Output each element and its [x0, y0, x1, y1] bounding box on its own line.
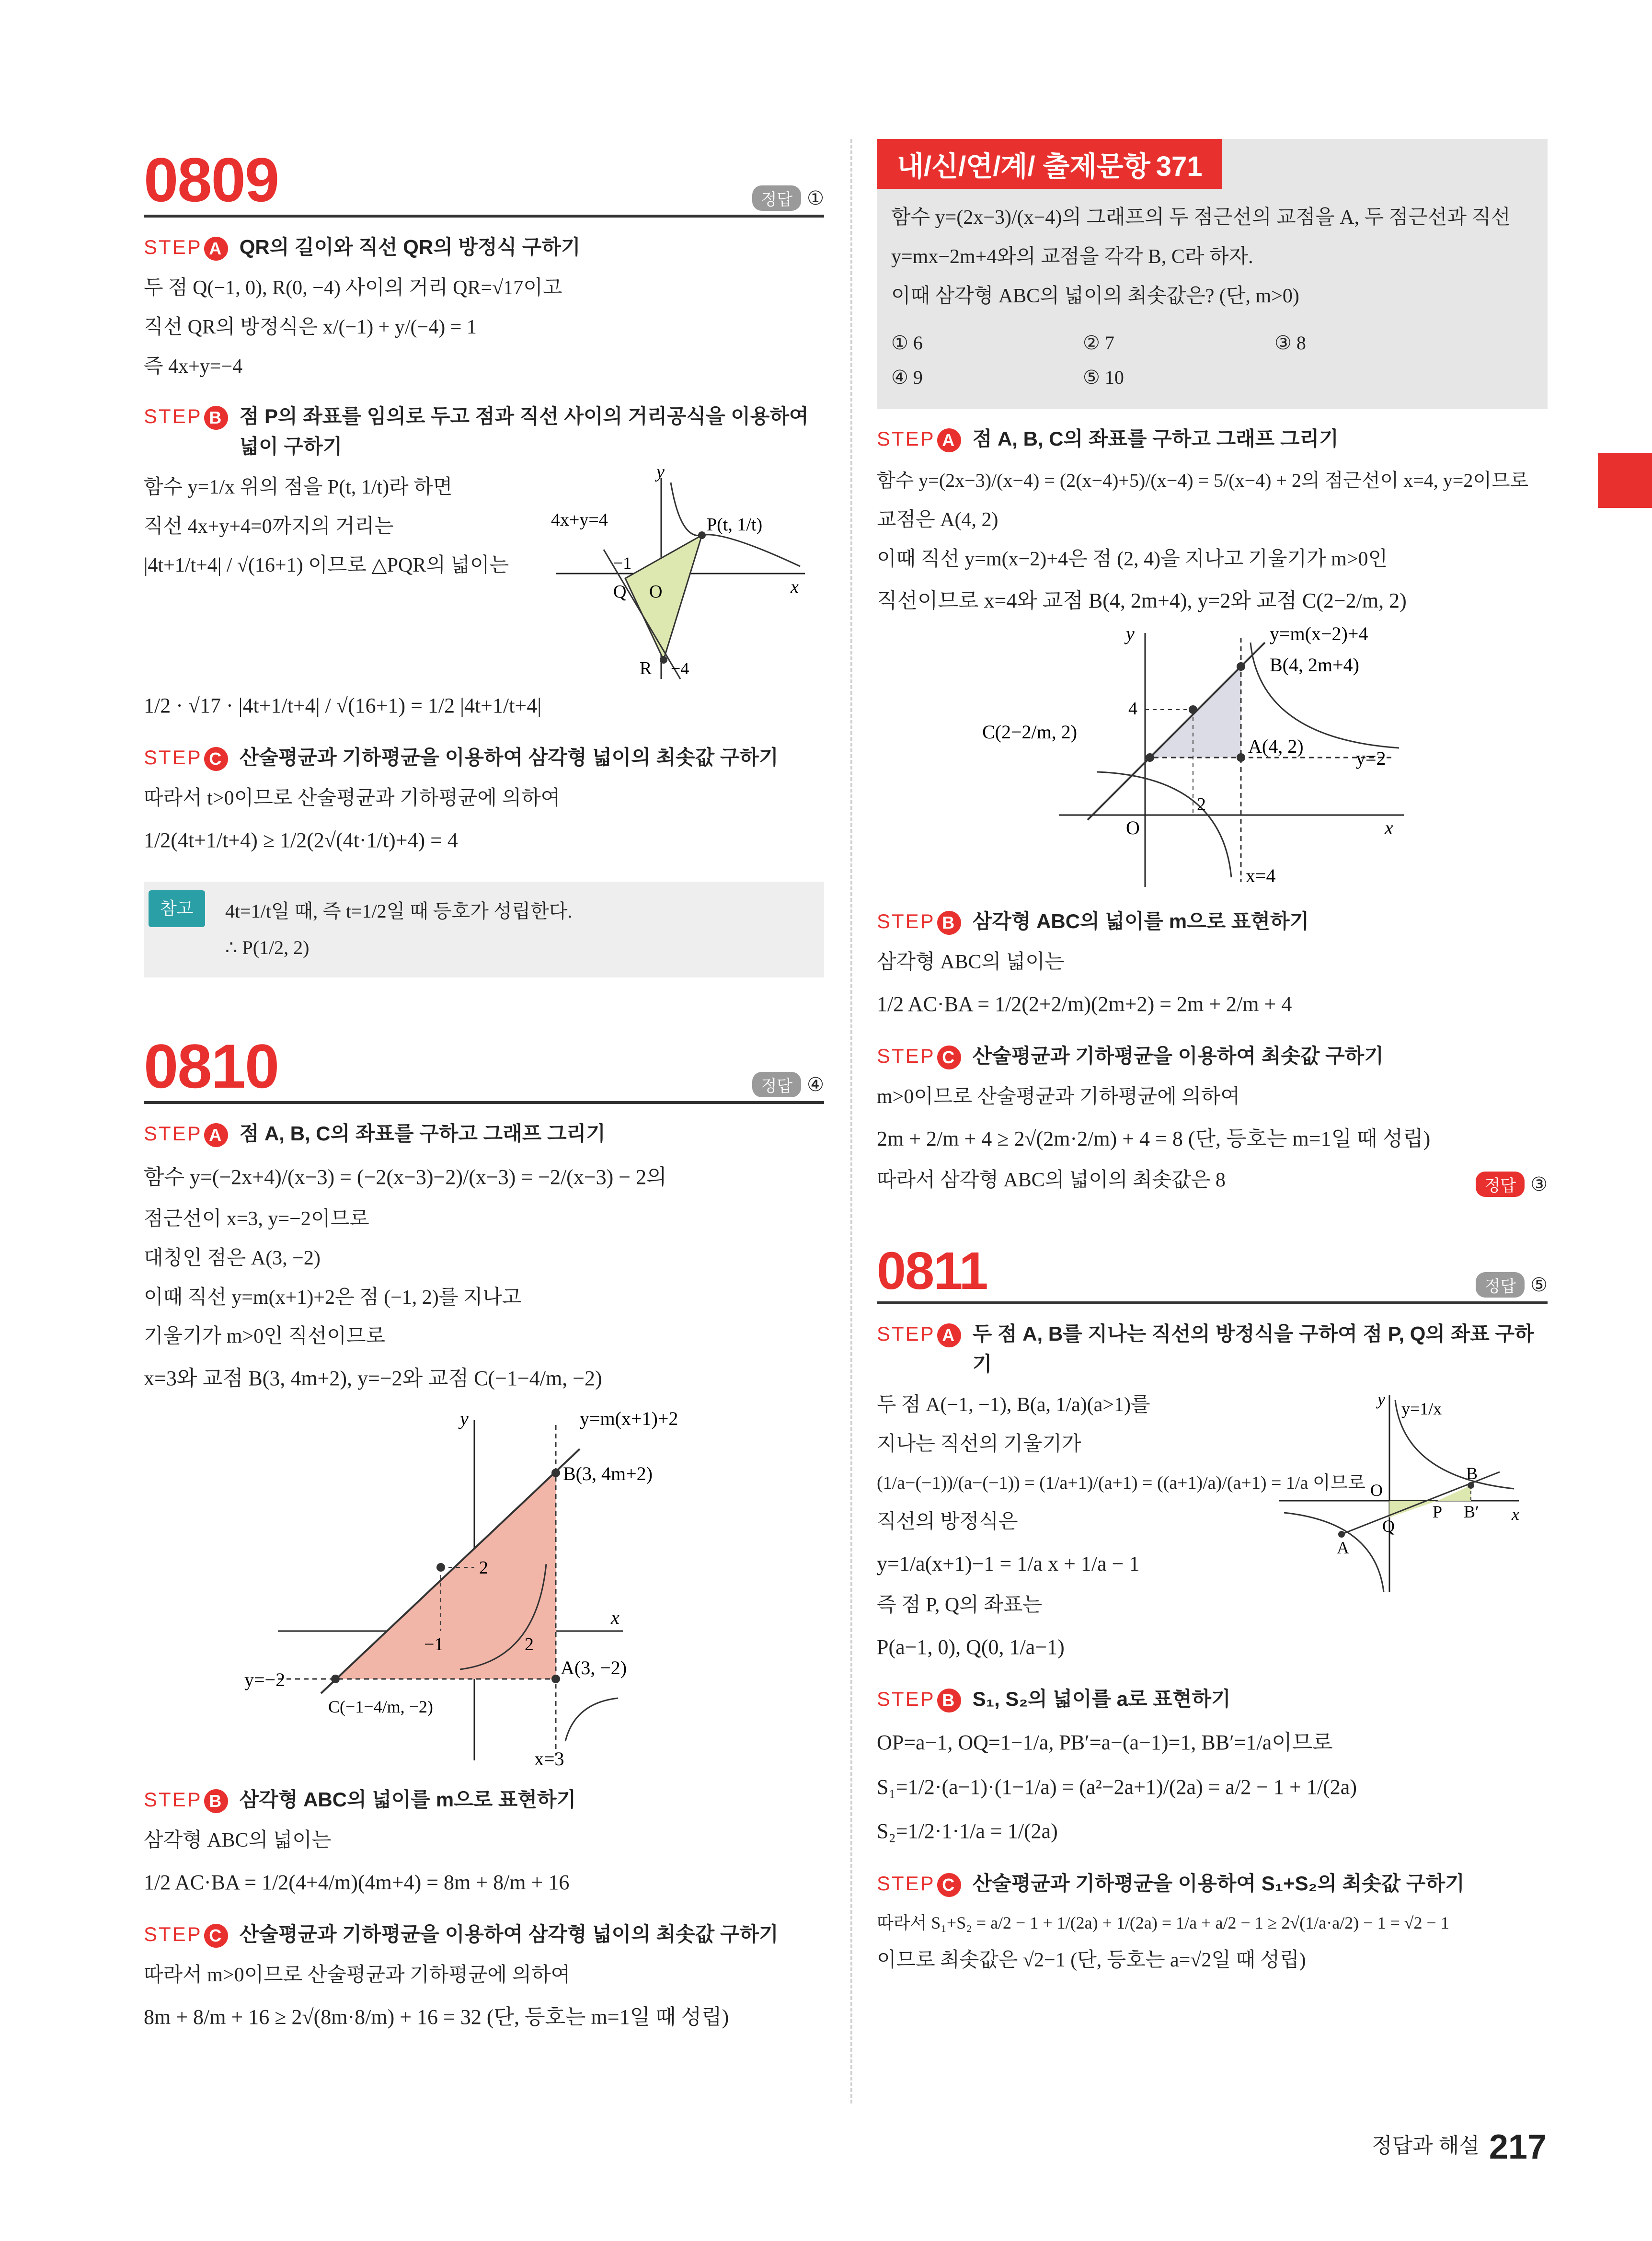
- p-label: P: [1433, 1502, 1443, 1522]
- b-label: B: [1466, 1464, 1478, 1483]
- line-label: 4x+y=4: [551, 509, 608, 530]
- solution-line: 이때 직선 y=m(x−2)+4은 점 (2, 4)을 지나고 기울기가 m>0인: [877, 548, 1388, 570]
- step-title: 삼각형 ABC의 넓이를 m으로 표현하기: [972, 909, 1309, 932]
- step-title: S₁, S₂의 넓이를 a로 표현하기: [972, 1688, 1231, 1711]
- p-label: P(t, 1/t): [707, 514, 763, 535]
- region-s1: [1389, 1501, 1437, 1517]
- q-label: Q: [1382, 1517, 1395, 1536]
- point-b: [1237, 662, 1245, 671]
- step-tag: STEP C: [877, 1868, 961, 1898]
- x4-label: x=4: [1246, 864, 1276, 886]
- page-number: 217: [1489, 2128, 1547, 2166]
- linked-problem-header: 내/신/연/계/ 출제문항 371: [877, 139, 1222, 189]
- solution-line: 즉 4x+y=−4: [144, 355, 243, 378]
- region-s2: [1437, 1485, 1471, 1501]
- y-label: y: [1377, 1390, 1385, 1409]
- line-label: y=m(x−2)+4: [1270, 623, 1368, 644]
- c-label: C(−1−4/m, −2): [328, 1697, 433, 1716]
- solution-line: 이므로 최솟값은 √2−1 (단, 등호는 a=√2일 때 성립): [877, 1949, 1306, 1972]
- answer-badge: 정답: [752, 185, 801, 211]
- answer-badge: 정답: [1476, 1172, 1525, 1197]
- solution-line: x=3와 교점 B(3, 4m+2), y=−2와 교점 C(−1−4/m, −2): [144, 1367, 602, 1391]
- solution-line: 따라서 m>0이므로 산술평균과 기하평균에 의하여: [144, 1964, 571, 1986]
- step-tag: STEP C: [144, 1919, 228, 1949]
- curve-branch-lower: [1097, 772, 1231, 877]
- choices: [891, 326, 1533, 395]
- solution-line: y=1/a(x+1)−1 = 1/a x + 1/a − 1: [877, 1551, 1140, 1575]
- step-b: [877, 906, 1548, 936]
- point-c: [1146, 753, 1154, 762]
- problem-header: [877, 1240, 1548, 1304]
- solution-line: |4t+1/t+4| / √(16+1) 이므로 △PQR의 넓이는: [144, 554, 509, 577]
- solution-line: S₂=1/2·1·1/a = 1/(2a): [877, 1819, 1058, 1843]
- left-column: [144, 139, 824, 2039]
- step-tag: STEP C: [144, 742, 228, 772]
- triangle-pqr: [625, 535, 702, 660]
- minus-four-label: −4: [671, 658, 689, 678]
- solution-line: 직선 4x+y+4=0까지의 거리는: [144, 515, 394, 538]
- step-a: [144, 232, 824, 262]
- choice: ③ 8: [1274, 332, 1306, 354]
- a-label: A(3, −2): [561, 1656, 627, 1678]
- x-label: x: [1385, 816, 1393, 839]
- problem-0811: [877, 1240, 1548, 1980]
- y-label: y: [1126, 623, 1135, 644]
- problem-header: [144, 139, 824, 218]
- minus-one-label: −1: [424, 1634, 444, 1655]
- step-a: [877, 424, 1548, 454]
- x-label: x: [791, 576, 799, 597]
- solution-line: 2m + 2/m + 4 ≥ 2√(2m·2/m) + 4 = 8 (단, 등호는 m=1일 때 성립): [877, 1127, 1431, 1151]
- solution-line: 교점은 A(4, 2): [877, 508, 998, 531]
- answer: [1476, 1272, 1548, 1298]
- point-minus1-2: [436, 1563, 445, 1572]
- step-tag: STEP A: [877, 1319, 961, 1349]
- solution-line: 함수 y=(2x−3)/(x−4) = (2(x−4)+5)/(x−4) = 5/(x−4) + 2의 점근선이 x=4, y=2이므로: [877, 469, 1529, 491]
- line-label: y=m(x+1)+2: [580, 1407, 678, 1429]
- solution-line: 직선의 방정식은: [877, 1510, 1018, 1533]
- point-b: [551, 1469, 560, 1477]
- step-tag: STEP B: [877, 906, 961, 936]
- answer: [752, 185, 824, 211]
- choice: ⑤ 10: [1083, 366, 1124, 388]
- solution-line: P(a−1, 0), Q(0, 1/a−1): [877, 1635, 1065, 1659]
- y-minus2-label: y=−2: [244, 1668, 286, 1690]
- answer-badge: 정답: [752, 1072, 801, 1097]
- graph-0810: [144, 1406, 824, 1770]
- step-c: [144, 742, 824, 772]
- step-title: 산술평균과 기하평균을 이용하여 최솟값 구하기: [972, 1045, 1384, 1068]
- solution-line: 1/2 AC·BA = 1/2(2+2/m)(2m+2) = 2m + 2/m + 4: [877, 992, 1292, 1016]
- answer-value: ④: [807, 1074, 824, 1095]
- solution-line: 두 점 Q(−1, 0), R(0, −4) 사이의 거리 QR=√17이고: [144, 277, 562, 299]
- curve-branch-upper: [565, 1698, 618, 1741]
- point-r: [660, 656, 667, 664]
- step-tag: STEP B: [144, 401, 228, 431]
- reference-box: [144, 882, 824, 977]
- step-tag: STEP A: [877, 424, 961, 454]
- problem-line: 함수 y=(2x−3)/(x−4)의 그래프의 두 점근선의 교점을 A, 두 점근선과 직선: [891, 207, 1511, 229]
- step-b-text: [144, 468, 537, 684]
- solution-line: 이때 직선 y=m(x+1)+2은 점 (−1, 2)를 지나고: [144, 1286, 522, 1309]
- solution-line: 1/2 · √17 · |4t+1/t+4| / √(16+1) = 1/2 |4t+1/t+4|: [144, 693, 542, 717]
- solution-line: 함수 y=(−2x+4)/(x−3) = (−2(x−3)−2)/(x−3) = −2/(x−3) − 2의: [144, 1165, 667, 1189]
- solution-line: 두 점 A(−1, −1), B(a, 1/a)(a>1)를: [877, 1394, 1150, 1416]
- point-a: [551, 1675, 560, 1683]
- point-c: [331, 1675, 340, 1683]
- solution-line: 함수 y=1/x 위의 점을 P(t, 1/t)라 하면: [144, 476, 453, 498]
- solution-line: 기울기가 m>0인 직선이므로: [144, 1325, 386, 1348]
- problem-0810: [144, 1025, 824, 2039]
- solution-line: (1/a−(−1))/(a−(−1)) = (1/a+1)/(a+1) = ((a+1)/a)/(a+1) = 1/a 이므로: [877, 1473, 1365, 1494]
- graph-0811: [1270, 1386, 1528, 1597]
- solution-line: 직선 QR의 방정식은 x/(−1) + y/(−4) = 1: [144, 316, 477, 338]
- q-label: Q: [613, 581, 627, 602]
- step-a: [877, 1319, 1548, 1379]
- step-b: [144, 1784, 824, 1815]
- step-a-body: [877, 1386, 1548, 1669]
- o-label: O: [649, 581, 663, 602]
- linked-problem-number: 371: [1156, 151, 1203, 182]
- problem-line: y=mx−2m+4와의 교점을 각각 B, C라 하자.: [891, 245, 1253, 268]
- solution-371: [877, 424, 1548, 1197]
- answer: [752, 1072, 824, 1097]
- choice: ① 6: [891, 332, 923, 354]
- solution-line: 지나는 직선의 기울기가: [877, 1433, 1081, 1456]
- step-title: 산술평균과 기하평균을 이용하여 S₁+S₂의 최솟값 구하기: [972, 1872, 1465, 1895]
- answer-value: ①: [807, 187, 824, 209]
- step-b: [144, 401, 824, 461]
- solution-line: OP=a−1, OQ=1−1/a, PB′=a−(a−1)=1, BB′=1/a이므로: [877, 1731, 1333, 1755]
- step-tag: STEP B: [144, 1784, 228, 1815]
- x-label: x: [611, 1606, 620, 1628]
- solution-line: 삼각형 ABC의 넓이는: [877, 951, 1065, 973]
- x3-label: x=3: [534, 1747, 564, 1770]
- solution-line: 점근선이 x=3, y=−2이므로: [144, 1207, 369, 1230]
- two-label: 2: [1197, 794, 1206, 815]
- step-tag: STEP C: [877, 1041, 961, 1071]
- y-label: y: [656, 468, 665, 482]
- choice: ② 7: [1083, 332, 1114, 354]
- step-tag: STEP A: [144, 1118, 228, 1149]
- answer-value: ⑤: [1530, 1274, 1548, 1296]
- page-footer: [1372, 2127, 1547, 2167]
- step-title: 두 점 A, B를 지나는 직선의 방정식을 구하여 점 P, Q의 좌표 구하기: [972, 1322, 1534, 1376]
- solution-line: 따라서 t>0이므로 산술평균과 기하평균에 의하여: [144, 787, 561, 810]
- step-c: [877, 1868, 1548, 1898]
- problem-line: 이때 삼각형 ABC의 넓이의 최솟값은? (단, m>0): [891, 285, 1299, 307]
- step-title: 점 A, B, C의 좌표를 구하고 그래프 그리기: [239, 1122, 606, 1145]
- step-a-text: [877, 1386, 1365, 1669]
- choice: ④ 9: [891, 366, 923, 388]
- solution-line: 대칭인 점은 A(3, −2): [144, 1247, 321, 1269]
- solution-line: 따라서 삼각형 ABC의 넓이의 최솟값은 8: [877, 1169, 1226, 1192]
- footer-label: 정답과 해설: [1372, 2134, 1480, 2158]
- point-p: [698, 531, 706, 539]
- problem-0809: [144, 139, 824, 977]
- x-label: x: [1512, 1505, 1519, 1524]
- step-tag: STEP A: [144, 232, 228, 262]
- step-title: 산술평균과 기하평균을 이용하여 삼각형 넓이의 최솟값 구하기: [239, 1922, 779, 1945]
- solution-line: 8m + 8/m + 16 ≥ 2√(8m·8/m) + 16 = 32 (단, 등호는 m=1일 때 성립): [144, 2005, 729, 2029]
- o-label: O: [1126, 816, 1140, 839]
- a-label: A(4, 2): [1248, 735, 1304, 757]
- reference-line: ∴ P(1/2, 2): [225, 937, 310, 959]
- solution-line: m>0이므로 산술평균과 기하평균에 의하여: [877, 1086, 1240, 1108]
- step-b-body: [144, 468, 824, 684]
- step-title: 산술평균과 기하평균을 이용하여 삼각형 넓이의 최솟값 구하기: [239, 746, 779, 769]
- r-label: R: [640, 658, 652, 678]
- point-a: [1237, 753, 1245, 762]
- solution-line: 1/2 AC·BA = 1/2(4+4/m)(4m+4) = 8m + 8/m + 16: [144, 1870, 570, 1894]
- step-tag: STEP B: [877, 1684, 961, 1714]
- b-prime-label: B′: [1464, 1502, 1479, 1522]
- b-label: B(4, 2m+4): [1270, 654, 1359, 676]
- a-label: A: [1337, 1538, 1349, 1558]
- solution-line: S₁=1/2·(a−1)·(1−1/a) = (a²−2a+1)/(2a) = a/2 − 1 + 1/(2a): [877, 1775, 1357, 1799]
- y2-label: y=2: [1356, 747, 1386, 769]
- solution-line: 직선이므로 x=4와 교점 B(4, 2m+4), y=2와 교점 C(2−2/m, 2): [877, 589, 1407, 613]
- y-label: y: [460, 1407, 469, 1429]
- four-label: 4: [1128, 698, 1137, 719]
- answer-value: ③: [1530, 1173, 1548, 1195]
- minus-one-label: −1: [613, 553, 632, 573]
- step-title: 점 A, B, C의 좌표를 구하고 그래프 그리기: [972, 427, 1339, 450]
- right-column: [877, 139, 1548, 1980]
- answer-badge: 정답: [1476, 1272, 1525, 1298]
- two-label: 2: [479, 1557, 488, 1578]
- reference-line: 4t=1/t일 때, 즉 t=1/2일 때 등호가 성립한다.: [225, 900, 573, 922]
- solution-line: 삼각형 ABC의 넓이는: [144, 1829, 332, 1851]
- step-c: [144, 1919, 824, 1949]
- step-title: 점 P의 좌표를 임의로 두고 점과 직선 사이의 거리공식을 이용하여 넓이 구하기: [239, 404, 809, 458]
- solution-line: 따라서 S₁+S₂ = a/2 − 1 + 1/(2a) + 1/(2a) = 1/a + a/2 − 1 ≥ 2√(1/a·a/2) − 1 = √2 − 1: [877, 1913, 1449, 1932]
- problem-number: 0809: [144, 145, 279, 215]
- curve-label: y=1/x: [1401, 1399, 1442, 1419]
- b-label: B(3, 4m+2): [563, 1462, 653, 1484]
- column-divider: [850, 139, 852, 2103]
- graph-0809: [541, 468, 810, 684]
- point-2-4: [1189, 705, 1197, 714]
- two-x-label: 2: [525, 1634, 534, 1655]
- problem-number: 0811: [877, 1241, 987, 1301]
- reference-tag: 참고: [149, 890, 205, 927]
- step-title: 삼각형 ABC의 넓이를 m으로 표현하기: [239, 1788, 576, 1811]
- curve-lower: [1284, 1513, 1384, 1592]
- step-c: [877, 1041, 1548, 1071]
- step-a: [144, 1118, 824, 1149]
- step-title: QR의 길이와 직선 QR의 방정식 구하기: [239, 236, 581, 258]
- step-b: [877, 1684, 1548, 1714]
- point-b: [1468, 1482, 1474, 1489]
- problem-number: 0810: [144, 1031, 279, 1102]
- point-a: [1338, 1531, 1345, 1538]
- solution-line: 즉 점 P, Q의 좌표는: [877, 1594, 1042, 1617]
- o-label: O: [1370, 1481, 1383, 1500]
- linked-problem-371: [877, 139, 1548, 409]
- solution-line: 1/2(4t+1/t+4) ≥ 1/2(2√(4t·1/t)+4) = 4: [144, 828, 458, 852]
- chapter-side-tab: [1598, 453, 1652, 508]
- c-label: C(2−2/m, 2): [982, 721, 1078, 743]
- graph-371: [877, 623, 1548, 892]
- problem-header: [144, 1025, 824, 1104]
